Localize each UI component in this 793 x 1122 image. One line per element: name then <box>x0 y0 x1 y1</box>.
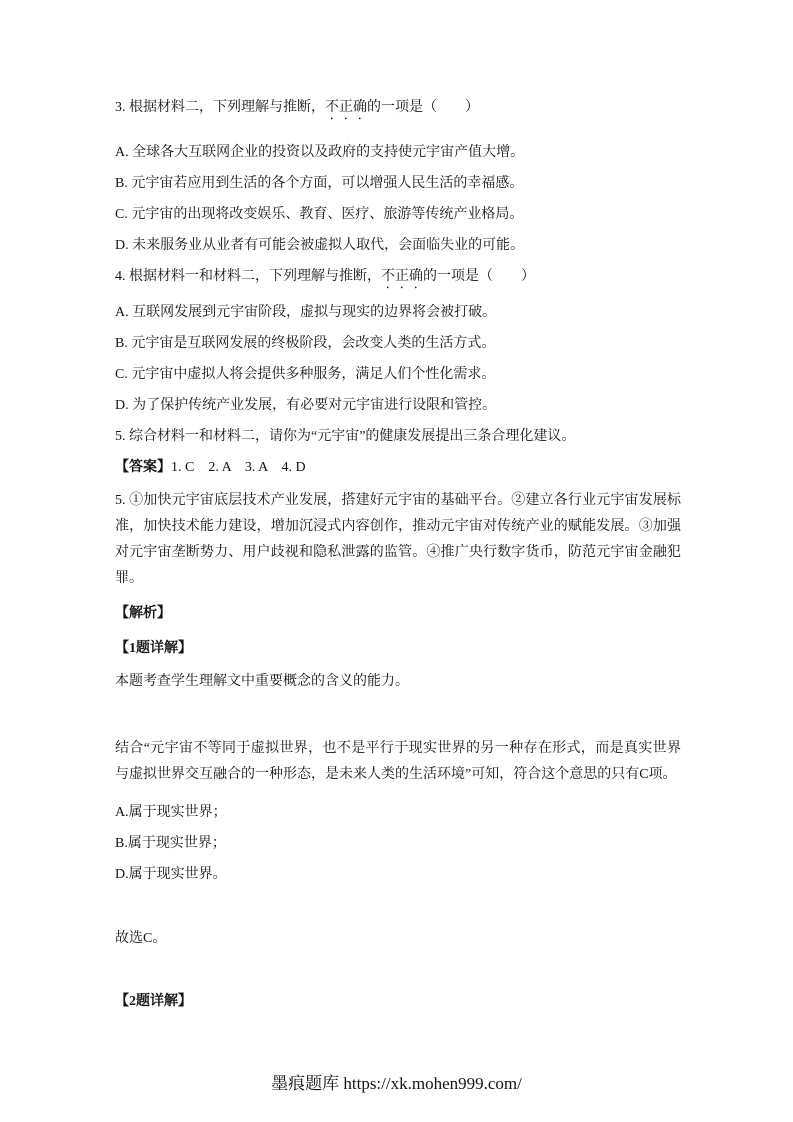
q3-stem-pre: 3. 根据材料二，下列理解与推断， <box>115 100 325 115</box>
detail-1-intro: 本题考查学生理解文中重要概念的含义的能力。 <box>115 674 409 689</box>
q4-stem-pre: 4. 根据材料一和材料二，下列理解与推断， <box>115 269 381 284</box>
detail-2-label: 【2题详解】 <box>115 994 192 1009</box>
detail-1-body: 结合“元宇宙不等同于虚拟世界，也不是平行于现实世界的另一种存在形式，而是真实世界与虚拟世界交互融合的一种形态，是未来人类的生活环境”可知，符合这个意思的只有C项。 <box>115 741 681 782</box>
answer-label: 【答案】 <box>115 460 171 475</box>
detail-1-label: 【1题详解】 <box>115 641 192 656</box>
q4-stem-post: 的一项是（ ） <box>423 269 535 284</box>
detail-1-item-b: B.属于现实世界； <box>115 836 226 851</box>
answer-values: 1. C 2. A 3. A 4. D <box>171 460 306 475</box>
question-4-stem <box>115 266 681 292</box>
detail-1-item-d: D.属于现实世界。 <box>115 867 227 882</box>
q4-stem-emphasized: 不正确 <box>381 269 423 284</box>
question-5-stem: 5. 综合材料一和材料二，请你为“元宇宙”的健康发展提出三条合理化建议。 <box>115 429 576 444</box>
question-3-stem <box>115 97 681 123</box>
site-footer <box>0 1069 793 1094</box>
q3-option-b: B. 元宇宙若应用到生活的各个方面，可以增强人民生活的幸福感。 <box>115 176 524 191</box>
answer-5-paragraph: 5. ①加快元宇宙底层技术产业发展，搭建好元宇宙的基础平台。②建立各行业元宇宙发展标准，加快技术能力建设，增加沉浸式内容创作，推动元宇宙对传统产业的赋能发展。③加强对元宇宙垄断势力、用户歧视和隐私泄露的监管。④推广央行数字货币，防范元宇宙金融犯罪。 <box>115 493 681 586</box>
q4-option-b: B. 元宇宙是互联网发展的终极阶段，会改变人类的生活方式。 <box>115 336 496 351</box>
q4-option-a: A. 互联网发展到元宇宙阶段，虚拟与现实的边界将会被打破。 <box>115 305 497 320</box>
q4-option-c: C. 元宇宙中虚拟人将会提供多种服务，满足人们个性化需求。 <box>115 367 496 382</box>
q3-option-a: A. 全球各大互联网企业的投资以及政府的支持使元宇宙产值大增。 <box>115 145 525 160</box>
footer-text: 墨痕题库 https://xk.mohen999.com/ <box>271 1074 522 1093</box>
q3-stem-post: 的一项是（ ） <box>367 100 479 115</box>
detail-1-conclusion: 故选C。 <box>115 931 167 946</box>
q4-option-d: D. 为了保护传统产业发展，有必要对元宇宙进行设限和管控。 <box>115 398 497 413</box>
q3-option-d: D. 未来服务业从业者有可能会被虚拟人取代，会面临失业的可能。 <box>115 238 525 253</box>
q3-option-c: C. 元宇宙的出现将改变娱乐、教育、医疗、旅游等传统产业格局。 <box>115 207 524 222</box>
q3-stem-emphasized: 不正确 <box>325 100 367 115</box>
answer-line <box>115 457 681 478</box>
analysis-label: 【解析】 <box>115 606 171 621</box>
detail-1-item-a: A.属于现实世界； <box>115 805 227 820</box>
